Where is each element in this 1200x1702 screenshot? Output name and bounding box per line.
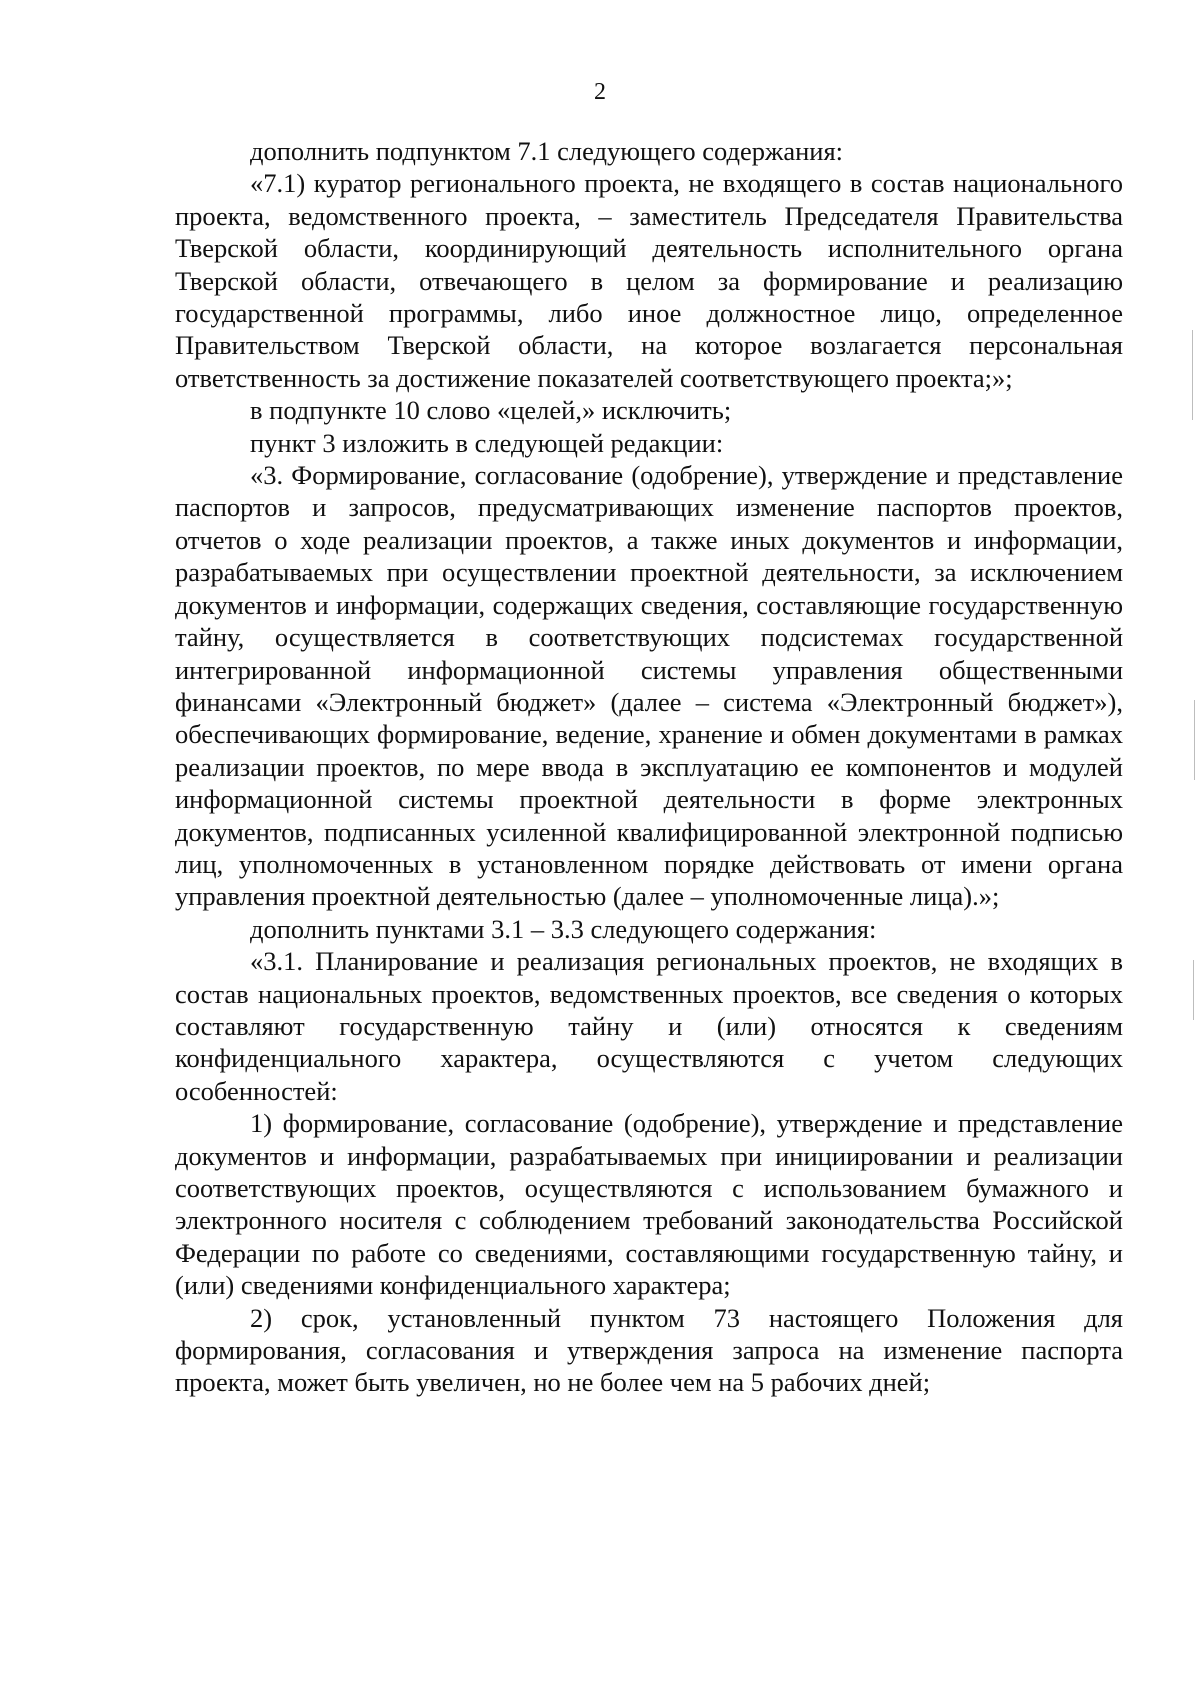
scan-artifact xyxy=(1194,700,1195,780)
document-body xyxy=(175,135,1123,1399)
paragraph: в подпункте 10 слово «целей,» исключить; xyxy=(250,395,732,426)
scan-artifact xyxy=(1192,330,1193,420)
page-number: 2 xyxy=(594,79,606,105)
paragraph: «7.1) куратор регионального проекта, не входящего в состав национального проекта, ведомственного проекта, – заместитель Председателя Правительства Тверской области, координирующий деятельность исполнительного органа Тверской области, отвечающего в целом за формирование и реализацию государственной программы, либо иное должностное лицо, определенное Правительством Тверской области, на которое возлагается персональная ответственность за достижение показателей соответствующего проекта;»; xyxy=(175,168,1123,393)
paragraph: дополнить подпунктом 7.1 следующего содержания: xyxy=(250,136,844,166)
scan-artifact xyxy=(1193,960,1194,1020)
paragraph: «3.1. Планирование и реализация региональных проектов, не входящих в состав национальных проектов, ведомственных проектов, все сведения о которых составляют государственную тайну и (или) относятся к сведениям конфиденциального характера, осуществляются с учетом следующих особенностей: xyxy=(175,946,1123,1106)
paragraph: 1) формирование, согласование (одобрение), утверждение и представление документов и информации, разрабатываемых при инициировании и реализации соответствующих проектов, осуществляются с использованием бумажного и электронного носителя с соблюдением требований законодательства Российской Федерации по работе со сведениями, составляющими государственную тайну, и (или) сведениями конфиденциального характера; xyxy=(175,1108,1123,1301)
paragraph: 2) срок, установленный пунктом 73 настоящего Положения для формирования, согласования и утверждения запроса на изменение паспорта проекта, может быть увеличен, но не более чем на 5 рабочих дней; xyxy=(175,1302,1123,1398)
paragraph: дополнить пунктами 3.1 – 3.3 следующего содержания: xyxy=(250,913,877,944)
paragraph: «3. Формирование, согласование (одобрение), утверждение и представление паспортов и запросов, предусматривающих изменение паспортов проектов, отчетов о ходе реализации проектов, а также иных документов и информации, разрабатываемых при осуществлении проектной деятельности, за исключением документов и информации, содержащих сведения, составляющие государственную тайну, осуществляется в соответствующих подсистемах государственной интегрированной информационной системы управления общественными финансами «Электронный бюджет» (далее – система «Электронный бюджет»), обеспечивающих формирование, ведение, хранение и обмен документами в рамках реализации проектов, по мере ввода в эксплуатацию ее компонентов и модулей информационной системы проектной деятельности в форме электронных документов, подписанных усиленной квалифицированной электронной подписью лиц, уполномоченных в установленном порядке действовать от имени органа управления проектной деятельностью (далее – уполномоченные лица).»; xyxy=(175,460,1123,912)
paragraph: пункт 3 изложить в следующей редакции: xyxy=(250,427,724,458)
